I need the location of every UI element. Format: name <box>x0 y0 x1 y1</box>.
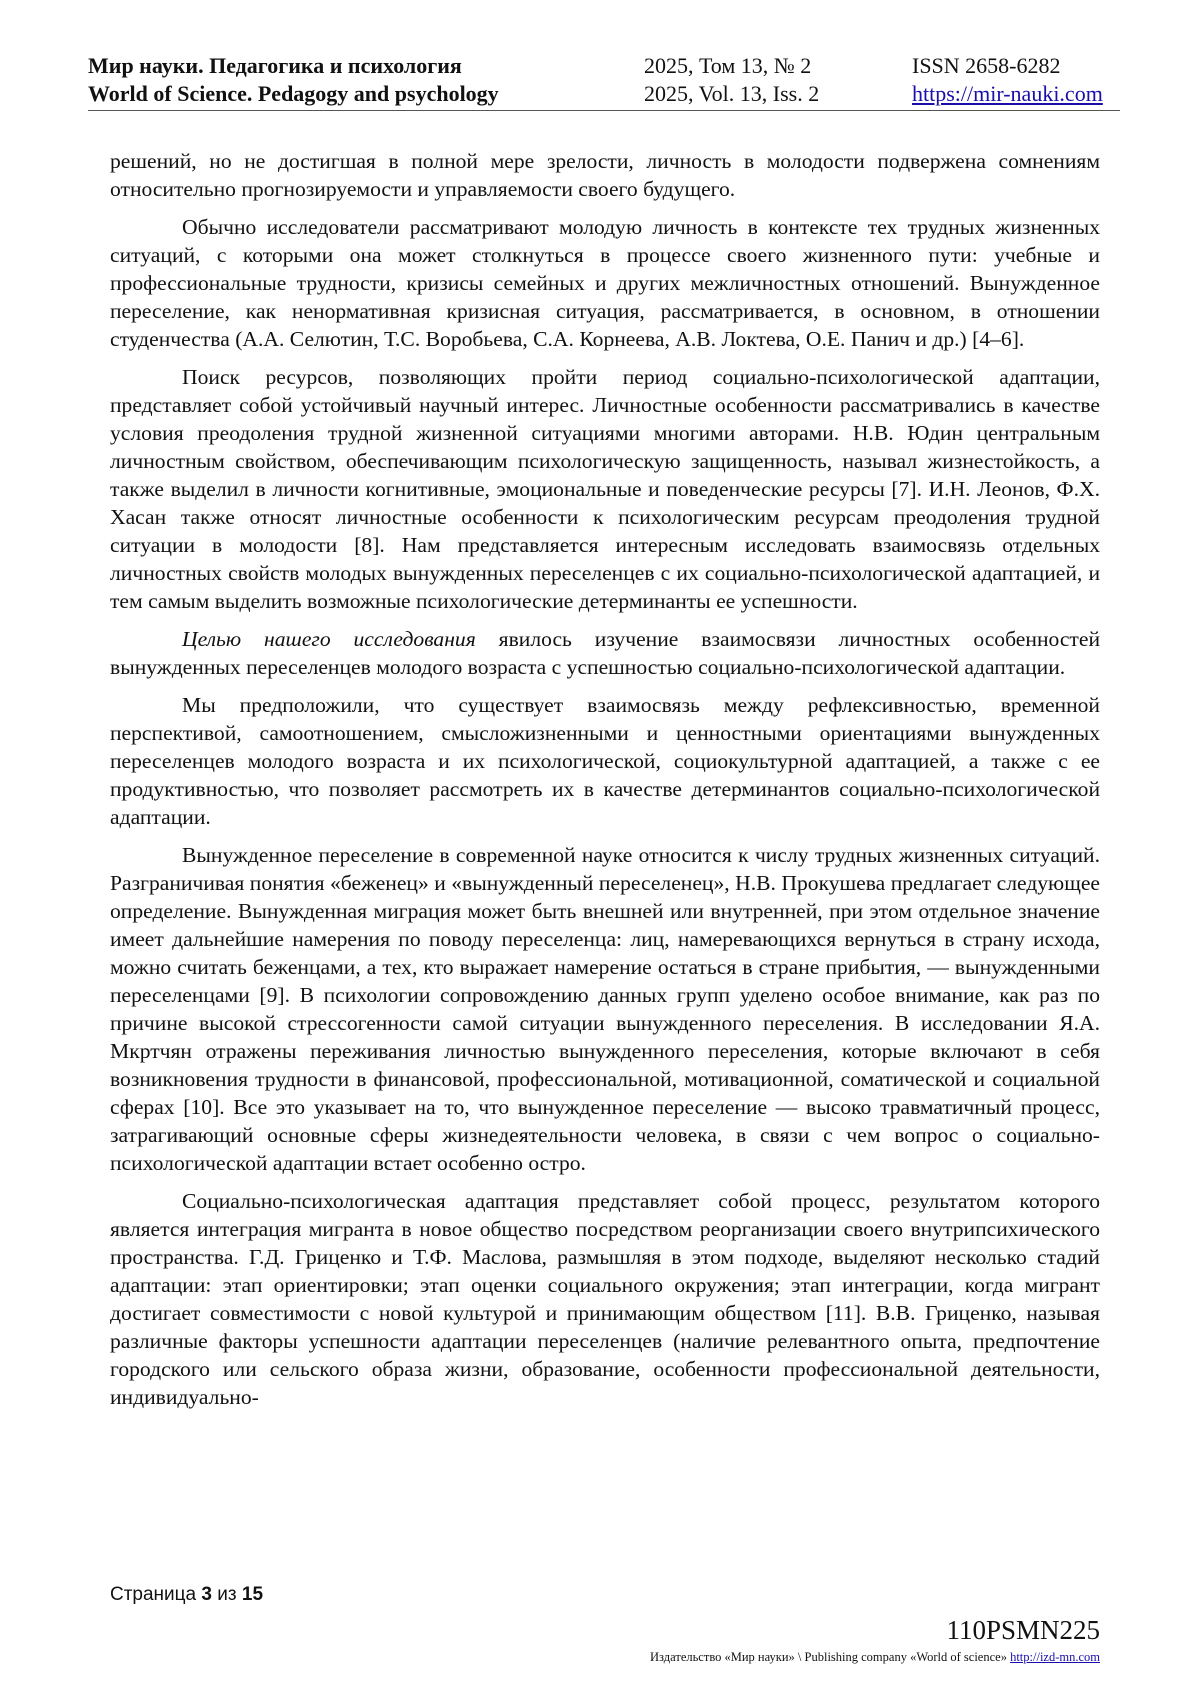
page-number <box>110 1584 263 1606</box>
journal-title-en: World of Science. Pedagogy and psychology <box>88 81 499 106</box>
article-code: 110PSMN225 <box>946 1615 1100 1645</box>
article-body <box>110 147 1100 1421</box>
paragraph: решений, но не достигшая в полной мере зрелости, личность в молодости подвержена сомнениям относительно прогнозируемости и управляемости своего будущего. <box>110 149 1100 201</box>
publisher-line <box>650 1650 1100 1665</box>
paragraph: Поиск ресурсов, позволяющих пройти период социально-психологической адаптации, представляет собой устойчивый научный интерес. Личностные особенности рассматривались в качестве условия преодоления трудной жизненной ситуациями многими авторами. Н.В. Юдин центральным личностным свойством, обеспечивающим психологическую защищенность, называл жизнестойкость, а также выделил в личности когнитивные, эмоциональные и поведенческие ресурсы [7]. И.Н. Леонов, Ф.Х. Хасан также относят личностные особенности к психологическим ресурсам преодоления трудной ситуации в молодости [8]. Нам представляется интересным исследовать взаимосвязь отдельных личностных свойств молодых вынужденных переселенцев с их социально-психологической адаптацией, и тем самым выделить возможные психологические детерминанты ее успешности. <box>110 365 1100 613</box>
aim-text: явилось изучение взаимосвязи личностных особенностей вынужденных переселенцев молодого возраста с успешностью социально-психологической адаптации. <box>110 627 1101 679</box>
page-header <box>88 52 1120 111</box>
paragraph: Вынужденное переселение в современной науке относится к числу трудных жизненных ситуаций. Разграничивая понятия «беженец» и «вынужденный переселенец», Н.В. Прокушева предлагает следующее определение. Вынужденная миграция может быть внешней или внутренней, при этом отдельное значение имеет дальнейшие намерения по поводу переселенца: лиц, намеревающихся вернуться в страну исхода, можно считать беженцами, а тех, кто выражает намерение остаться в стране прибытия, — вынужденными переселенцами [9]. В психологии сопровождению данных групп уделено особое внимание, как раз по причине высокой стрессогенности самой ситуации вынужденного переселения. В исследовании Я.А. Мкртчян отражены переживания личностью вынужденного переселения, которые включают в себя возникновения трудности в финансовой, профессиональной, мотивационной, соматической и социальной сферах [10]. Все это указывает на то, что вынужденное переселение — высоко травматичный процесс, затрагивающий основные сферы жизнедеятельности человека, в связи с чем вопрос о социально-психологической адаптации встает особенно остро. <box>110 843 1100 1175</box>
page-label: Страница <box>110 1584 197 1605</box>
page-total: 15 <box>241 1584 264 1605</box>
issue-ru: 2025, Том 13, № 2 <box>644 53 812 78</box>
issue-en: 2025, Vol. 13, Iss. 2 <box>644 81 820 106</box>
issn: ISSN 2658-6282 <box>912 53 1061 78</box>
paragraph: Обычно исследователи рассматривают молодую личность в контексте тех трудных жизненных ситуаций, с которыми она может столкнуться в процессе своего жизненного пути: учебные и профессиональные трудности, кризисы семейных и других межличностных отношений. Вынужденное переселение, как ненормативная кризисная ситуация, рассматривается, в основном, в отношении студенчества (А.А. Селютин, Т.С. Воробьева, С.А. Корнеева, А.В. Локтева, О.Е. Панич и др.) [4–6]. <box>110 215 1100 351</box>
paragraph: Социально-психологическая адаптация представляет собой процесс, результатом которого является интеграция мигранта в новое общество посредством реорганизации своего внутрипсихического пространства. Г.Д. Гриценко и Т.Ф. Маслова, размышляя в этом подходе, выделяют несколько стадий адаптации: этап ориентировки; этап оценки социального окружения; этап интеграции, когда мигрант достигает совместимости с новой культурой и принимающим обществом [11]. В.В. Гриценко, называя различные факторы успешности адаптации переселенцев (наличие релевантного опыта, предпочтение городского или сельского образа жизни, образование, особенности профессиональной деятельности, индивидуально- <box>110 1189 1100 1409</box>
aim-paragraph <box>110 625 1100 681</box>
publisher-text: Издательство «Мир науки» \ Publishing company «World of science» <box>650 1650 1007 1664</box>
paragraph: Мы предположили, что существует взаимосвязь между рефлексивностью, временной перспективой, самоотношением, смысложизненными и ценностными ориентациями вынужденных переселенцев молодого возраста и их психологической, социокультурной адаптацией, а также с ее продуктивностью, что позволяет рассмотреть их в качестве детерминантов социально-психологической адаптации. <box>110 693 1100 829</box>
aim-italic-lead: Целью нашего исследования <box>182 627 476 651</box>
page-of: из <box>217 1584 237 1605</box>
issue-info <box>644 52 819 108</box>
journal-title <box>88 52 499 108</box>
journal-title-ru: Мир науки. Педагогика и психология <box>88 53 462 78</box>
journal-url-link[interactable]: https://mir-nauki.com <box>912 81 1103 106</box>
page-current: 3 <box>201 1584 212 1605</box>
publisher-link[interactable]: http://izd-mn.com <box>1010 1650 1100 1664</box>
issn-block <box>912 52 1103 108</box>
